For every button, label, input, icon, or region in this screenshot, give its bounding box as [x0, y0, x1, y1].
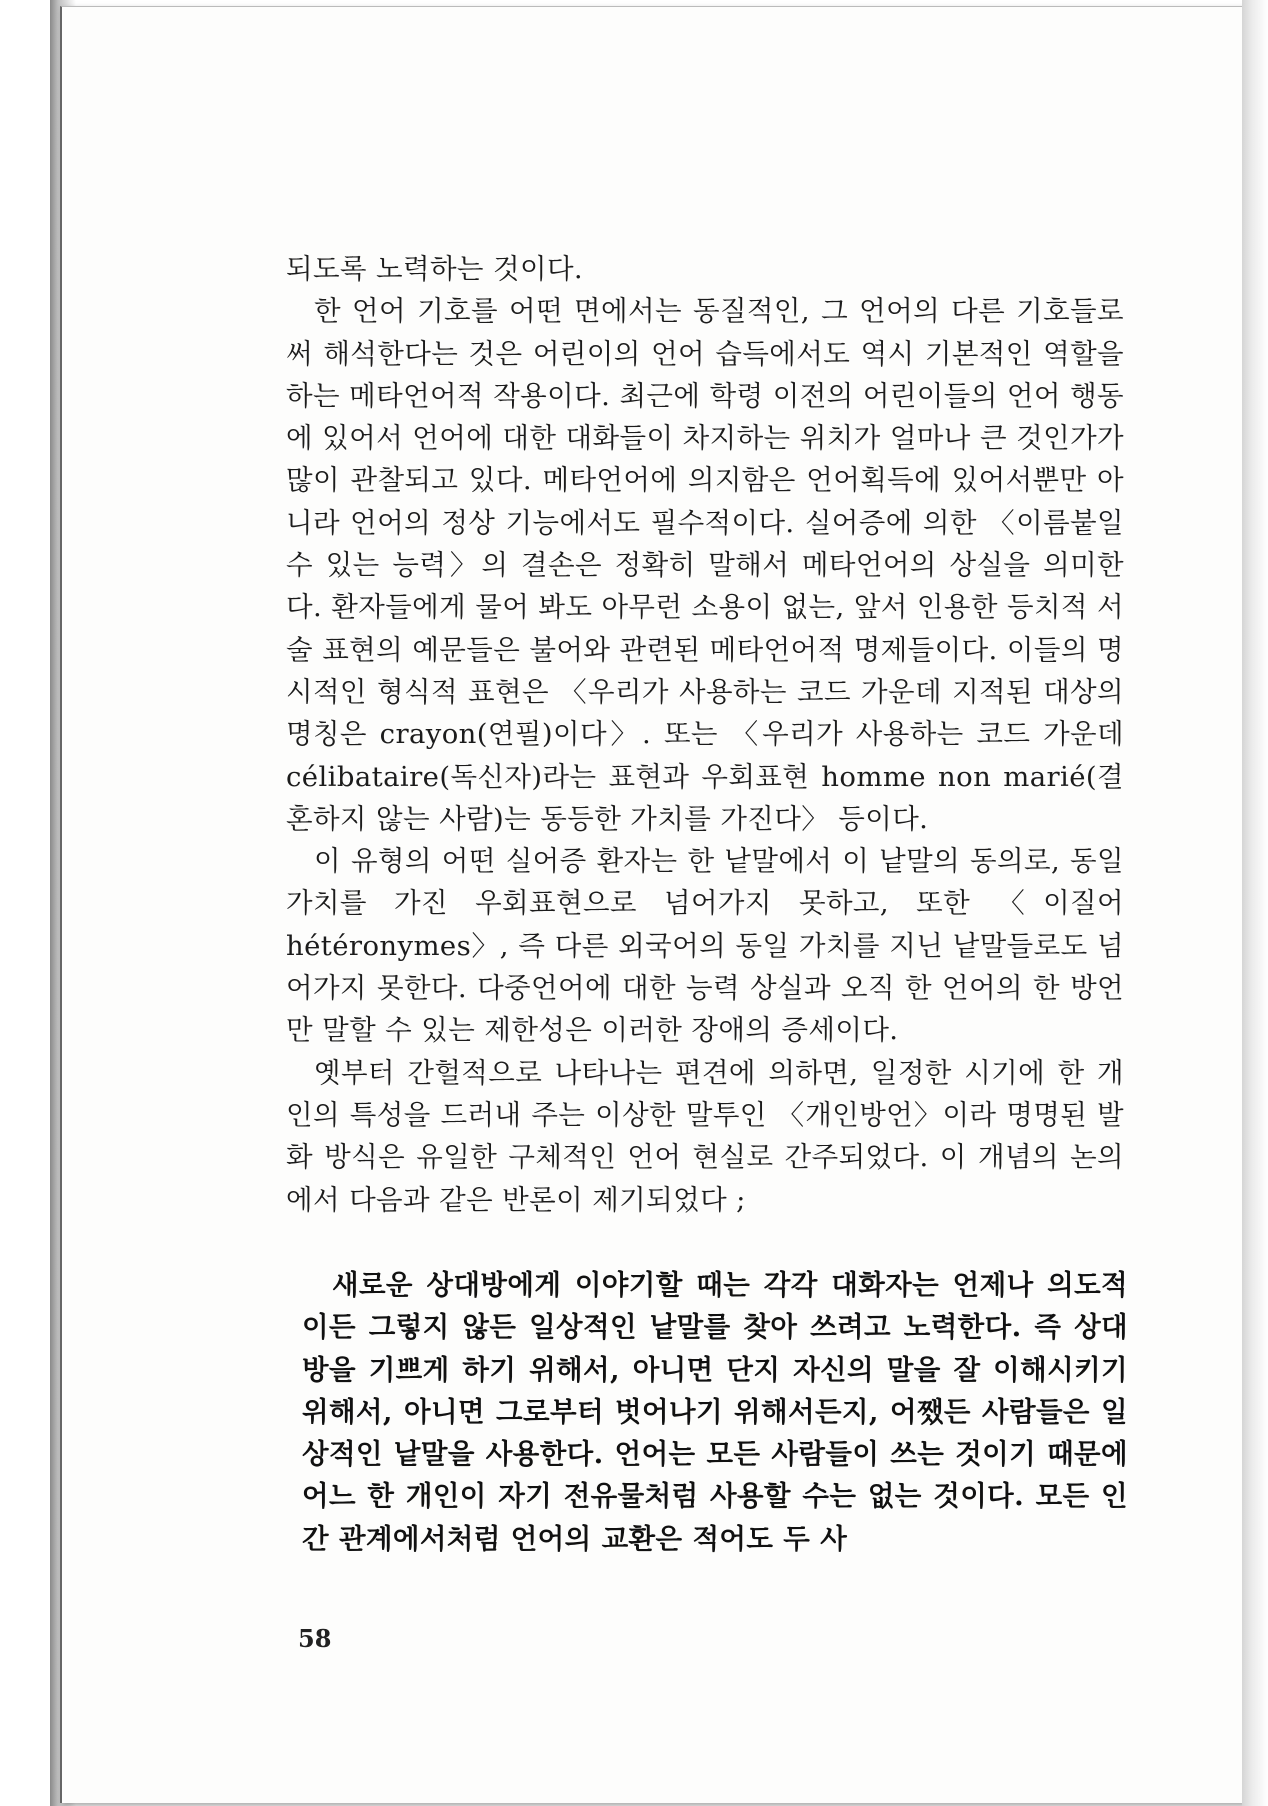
block-quote	[302, 1264, 1128, 1560]
page-right-edge	[1242, 0, 1268, 1806]
paragraph-idiolect: 옛부터 간헐적으로 나타나는 편견에 의하면, 일정한 시기에 한 개인의 특성을 드러내 주는 이상한 말투인 〈개인방언〉이라 명명된 발화 방식은 유일한 구체적인 언어 현실로 간주되었다. 이 개념의 논의에서 다음과 같은 반론이 제기되었다 ;	[286, 1056, 1124, 1216]
scan-left-margin	[0, 0, 50, 1806]
paragraph-metalanguage: 한 언어 기호를 어떤 면에서는 동질적인, 그 언어의 다른 기호들로써 해석한다는 것은 어린이의 언어 습득에서도 역시 기본적인 역할을 하는 메타언어적 작용이다. 최근에 학령 이전의 어린이들의 언어 행동에 있어서 언어에 대한 대화들이 차지하는 위치가 얼마나 큰 것인가가 많이 관찰되고 있다. 메타언어에 의지함은 언어획득에 있어서뿐만 아니라 언어의 정상 기능에서도 필수적이다. 실어증에 의한 〈이름붙일 수 있는 능력〉의 결손은 정확히 말해서 메타언어의 상실을 의미한다. 환자들에게 물어 봐도 아무런 소용이 없는, 앞서 인용한 등치적 서술 표현의 예문들은 불어와 관련된 메타언어적 명제들이다. 이들의 명시적인 형식적 표현은 〈우리가 사용하는 코드 가운데 지적된 대상의 명칭은 crayon(연필)이다〉. 또는 〈우리가 사용하는 코드 가운데 célibataire(독신자)라는 표현과 우회표현 homme non marié(결혼하지 않는 사람)는 동등한 가치를 가진다〉 등이다.	[286, 295, 1124, 835]
quote-paragraph: 새로운 상대방에게 이야기할 때는 각각 대화자는 언제나 의도적이든 그렇지 않든 일상적인 낱말를 찾아 쓰려고 노력한다. 즉 상대방을 기쁘게 하기 위해서, 아니면 단지 자신의 말을 잘 이해시키기 위해서, 아니면 그로부터 벗어나기 위해서든지, 어쨌든 사람들은 일상적인 낱말을 사용한다. 언어는 모든 사람들이 쓰는 것이기 때문에 어느 한 개인이 자기 전유물처럼 사용할 수는 없는 것이다. 모든 인간 관계에서처럼 언어의 교환은 적어도 두 사	[302, 1269, 1128, 1555]
page-number: 58	[298, 1624, 332, 1653]
paragraph-aphasia: 이 유형의 어떤 실어증 환자는 한 낱말에서 이 낱말의 동의로, 동일 가치를 가진 우회표현으로 넘어가지 못하고, 또한 〈이질어 hétéronymes〉, 즉 다른 외국어의 동일 가치를 지닌 낱말들로도 넘어가지 못한다. 다중언어에 대한 능력 상실과 오직 한 언어의 한 방언만 말할 수 있는 제한성은 이러한 장애의 증세이다.	[286, 845, 1124, 1047]
body-text	[286, 248, 1124, 1221]
paragraph-continued: 되도록 노력하는 것이다.	[286, 253, 584, 285]
